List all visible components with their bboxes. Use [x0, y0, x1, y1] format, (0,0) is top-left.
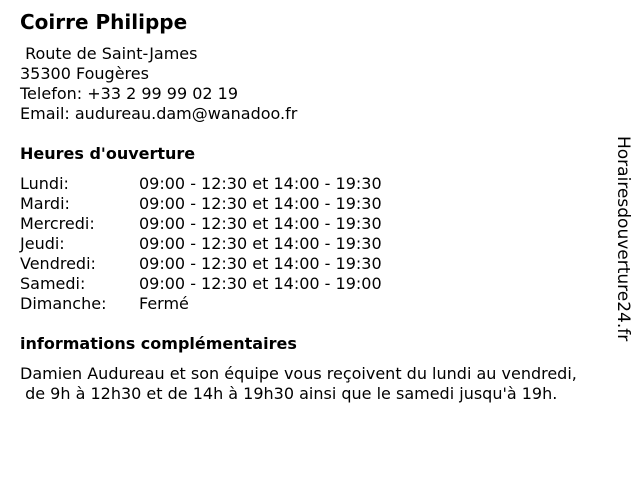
hours-value: 09:00 - 12:30 et 14:00 - 19:30 [139, 194, 382, 213]
day-label: Vendredi: [20, 254, 96, 273]
hours-value: 09:00 - 12:30 et 14:00 - 19:30 [139, 254, 382, 273]
opening-hours-table [20, 174, 440, 314]
hours-row-thursday [20, 234, 440, 254]
hours-value: 09:00 - 12:30 et 14:00 - 19:00 [139, 274, 382, 293]
info-line: de 9h à 12h30 et de 14h à 19h30 ainsi que le samedi jusqu'à 19h. [20, 384, 558, 403]
site-watermark [612, 136, 636, 356]
business-contact [20, 44, 297, 124]
hours-value: Fermé [139, 294, 189, 313]
day-label: Lundi: [20, 174, 69, 193]
hours-row-tuesday [20, 194, 440, 214]
watermark-text: Horairesdouverture24.fr [613, 136, 633, 342]
hours-row-monday [20, 174, 440, 194]
hours-value: 09:00 - 12:30 et 14:00 - 19:30 [139, 214, 382, 233]
hours-value: 09:00 - 12:30 et 14:00 - 19:30 [139, 234, 382, 253]
postal-city: 35300 Fougères [20, 64, 149, 83]
day-label: Dimanche: [20, 294, 107, 313]
additional-info-heading: informations complémentaires [20, 334, 297, 353]
info-line: Damien Audureau et son équipe vous reçoivent du lundi au vendredi, [20, 364, 577, 383]
additional-info-text [20, 364, 620, 404]
hours-row-sunday [20, 294, 440, 314]
hours-row-saturday [20, 274, 440, 294]
hours-row-wednesday [20, 214, 440, 234]
hours-value: 09:00 - 12:30 et 14:00 - 19:30 [139, 174, 382, 193]
business-name: Coirre Philippe [20, 10, 188, 34]
hours-row-friday [20, 254, 440, 274]
day-label: Samedi: [20, 274, 86, 293]
day-label: Mercredi: [20, 214, 95, 233]
street-address: Route de Saint-James [20, 44, 198, 63]
day-label: Jeudi: [20, 234, 65, 253]
day-label: Mardi: [20, 194, 70, 213]
phone-number: Telefon: +33 2 99 99 02 19 [20, 84, 239, 103]
opening-hours-heading: Heures d'ouverture [20, 144, 196, 163]
email-address: Email: audureau.dam@wanadoo.fr [20, 104, 298, 123]
